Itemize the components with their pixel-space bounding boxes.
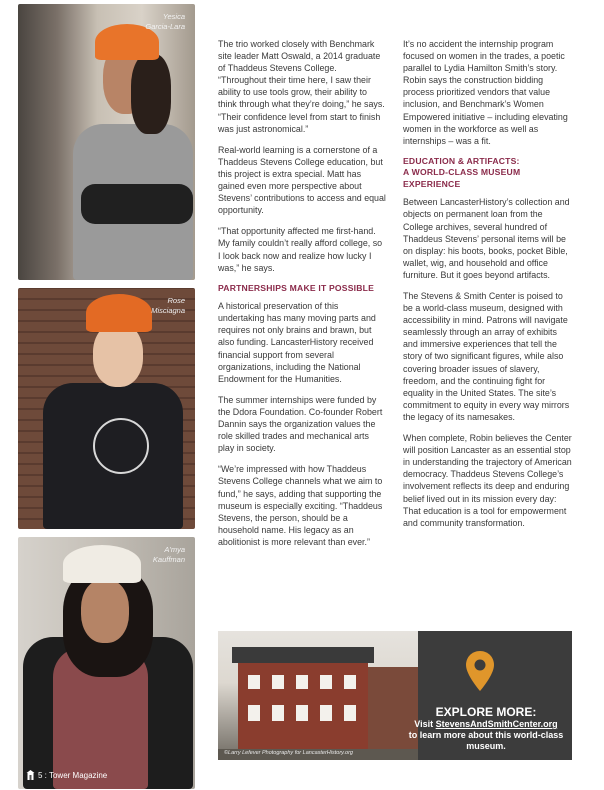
paragraph: Real-world learning is a cornerstone of a Thaddeus Stevens College education, but this project is extra special. Matt has gained even more perspective about Stevens’ contributions to access and equal opportunity. [218, 144, 386, 216]
photo-caption: Rose Misciagna [151, 296, 185, 315]
section-heading: PARTNERSHIPS MAKE IT POSSIBLE [218, 282, 375, 293]
section-heading: EDUCATION & ARTIFACTS: A WORLD-CLASS MUSEUM EXPERIENCE [403, 155, 521, 189]
museum-building-photo [218, 631, 418, 760]
explore-tail: to learn more about this world-class museum. [408, 730, 564, 751]
photo-rose-misciagna [18, 288, 195, 529]
visit-label: Visit [414, 719, 434, 729]
photo-caption: A'mya Kauffman [152, 545, 185, 564]
paragraph: It’s no accident the internship program focused on women in the trades, a poetic parallel to Lydia Hamilton Smith’s story. Robin says the construction bidding process prioritized vendors that value inclusion, and Benchmark’s Women Empowered initiative – including elevating women in the workforce as well as internships – was a fit. [403, 39, 568, 146]
paragraph: When complete, Robin believes the Center will position Lancaster as an essential stop in understanding the trajectory of American democracy. Thaddeus Stevens College’s involvement reflects its deep and enduring belief lived out in its mission every day: That education is a tool for empowerment and community transformation. [403, 433, 572, 528]
paragraph: The trio worked closely with Benchmark site leader Matt Oswald, a 2014 graduate of Thaddeus Stevens College. “Throughout their time here, I saw their ability to use tools grow, their ability to think through what they’re doing,” he says. “Their confidence level from start to finish was just astronomical.” [218, 39, 385, 134]
photo-caption: Yesica Garcia-Lara [145, 12, 185, 31]
person-figure [73, 4, 193, 280]
text-column-2 [403, 38, 573, 538]
paragraph: A historical preservation of this undertaking has many moving parts and requires not only brains and brawn, but also funding. LancasterHistory received financial support from several organizations, including the National Endowment for the Humanities. [218, 301, 376, 384]
explore-headline: EXPLORE MORE: [435, 705, 537, 719]
paragraph: The summer internships were funded by the Ddora Foundation. Co-founder Robert Dannin says the organization values the role skilled trades and mechanical arts play in society. [218, 394, 383, 454]
text-column-1 [218, 38, 386, 557]
paragraph: “We’re impressed with how Thaddeus Stevens College channels what we aim to fund,” he says, adding that supporting the museum is especially exciting. “Thaddeus Stevens, the person, should be a household name. His legacy as an abolitionist is more relevant than ever.” [218, 464, 383, 547]
explore-more-text [406, 705, 566, 752]
page-footer: 5 : Tower Magazine [38, 771, 108, 780]
photo-yesica-garcia-lara [18, 4, 195, 280]
tower-icon [26, 770, 35, 780]
person-figure [23, 537, 193, 789]
photo-credit: ©Larry Lefever Photography for LancasterHistory.org [224, 750, 353, 756]
location-pin-icon [466, 651, 494, 691]
paragraph: “That opportunity affected me first-hand. My family couldn’t really afford college, so I look back now and realize how lucky I was,” he says. [218, 226, 383, 273]
museum-website-link[interactable]: StevensAndSmithCenter.org [435, 719, 558, 729]
person-figure [38, 288, 195, 529]
paragraph: The Stevens & Smith Center is poised to be a world-class museum, designed with accessibility in mind. Patrons will navigate seamlessly through an array of exhibits and immersive experiences that tell the story of two significant figures, while also covering broader issues of slavery, freedom, and the continuing fight for equality in the United States. The site’s commitment to equity in every way mirrors the legacy of its namesakes. [403, 291, 570, 422]
explore-more-banner [218, 631, 572, 760]
paragraph: Between LancasterHistory’s collection and objects on permanent loan from the College archives, several hundred of Thaddeus Stevens’ personal items will be on display: his boots, books, pocket Bible, wallet, wig, and household and office furniture. But it goes beyond artifacts. [403, 197, 570, 280]
photo-amya-kauffman [18, 537, 195, 789]
